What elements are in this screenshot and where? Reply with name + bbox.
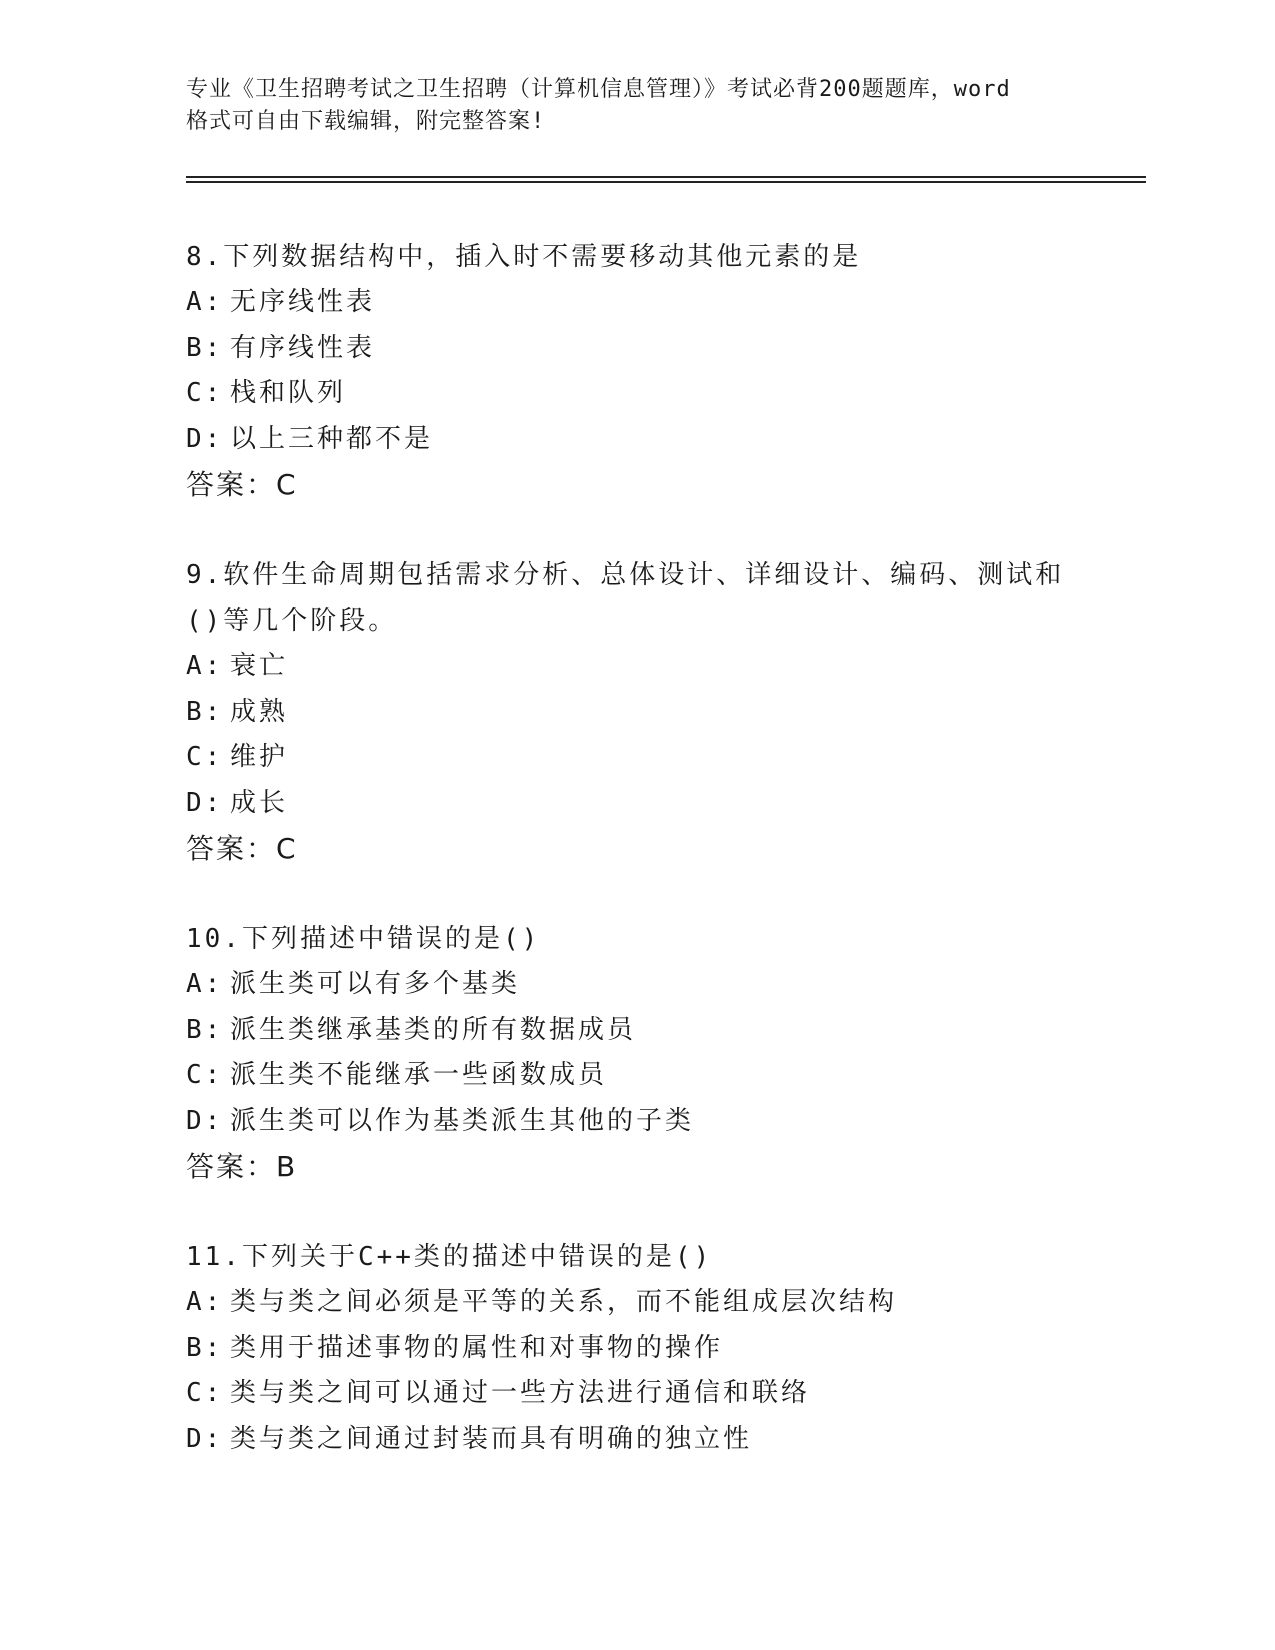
option-b	[186, 1326, 1146, 1372]
option-b	[186, 1008, 1146, 1054]
option-key: B:	[186, 1014, 224, 1045]
question-8	[186, 234, 1146, 508]
option-key: C:	[186, 742, 224, 772]
option-text: 类与类之间可以通过一些方法进行通信和联络	[230, 1378, 811, 1408]
option-c	[186, 735, 1146, 781]
question-list	[186, 234, 1146, 1506]
option-c	[186, 371, 1146, 417]
option-d	[186, 417, 1146, 463]
option-text: 维护	[230, 742, 289, 772]
question-text: 8.下列数据结构中，插入时不需要移动其他元素的是	[186, 242, 862, 272]
question-11	[186, 1234, 1146, 1462]
option-text: 派生类不能继承一些函数成员	[230, 1060, 608, 1090]
option-text: 派生类可以作为基类派生其他的子类	[230, 1105, 695, 1136]
header-line-1: 专业《卫生招聘考试之卫生招聘（计算机信息管理）》考试必背200题题库，word	[186, 77, 1011, 102]
option-text: 类与类之间必须是平等的关系，而不能组成层次结构	[230, 1287, 898, 1317]
document-header	[186, 74, 1106, 138]
option-d	[186, 781, 1146, 827]
question-9	[186, 552, 1146, 872]
option-key: C:	[186, 1378, 224, 1408]
answer-line: 答案：C	[186, 832, 298, 865]
option-key: D:	[186, 1423, 224, 1454]
option-text: 有序线性表	[230, 332, 376, 363]
option-a	[186, 280, 1146, 326]
option-d	[186, 1417, 1146, 1463]
option-text: 栈和队列	[230, 378, 347, 408]
option-b	[186, 326, 1146, 372]
option-text: 衰亡	[230, 651, 289, 681]
question-10	[186, 916, 1146, 1190]
option-text: 类用于描述事物的属性和对事物的操作	[230, 1332, 724, 1363]
option-a	[186, 1280, 1146, 1326]
option-a	[186, 962, 1146, 1008]
option-text: 类与类之间通过封装而具有明确的独立性	[230, 1423, 753, 1454]
answer-line: 答案：B	[186, 1150, 298, 1183]
option-text: 以上三种都不是	[230, 423, 434, 454]
option-key: D:	[186, 423, 224, 454]
option-text: 派生类可以有多个基类	[230, 969, 521, 999]
option-key: A:	[186, 969, 224, 999]
option-key: A:	[186, 651, 224, 681]
header-divider-bottom	[186, 181, 1146, 183]
option-a	[186, 644, 1146, 690]
option-key: B:	[186, 332, 224, 363]
option-c	[186, 1371, 1146, 1417]
option-c	[186, 1053, 1146, 1099]
option-key: D:	[186, 787, 224, 818]
option-key: A:	[186, 287, 224, 317]
option-b	[186, 690, 1146, 736]
option-key: B:	[186, 696, 224, 727]
header-divider-top	[186, 176, 1146, 178]
answer-line: 答案：C	[186, 468, 298, 501]
question-text: 9.软件生命周期包括需求分析、总体设计、详细设计、编码、测试和()等几个阶段。	[186, 560, 1065, 636]
header-line-2: 格式可自由下载编辑，附完整答案!	[186, 109, 546, 134]
option-key: C:	[186, 378, 224, 408]
question-text: 10.下列描述中错误的是()	[186, 924, 541, 954]
question-text: 11.下列关于C++类的描述中错误的是()	[186, 1242, 713, 1272]
option-key: C:	[186, 1060, 224, 1090]
option-key: D:	[186, 1105, 224, 1136]
option-key: B:	[186, 1332, 224, 1363]
option-text: 成长	[230, 787, 289, 818]
option-text: 派生类继承基类的所有数据成员	[230, 1014, 637, 1045]
option-text: 无序线性表	[230, 287, 376, 317]
option-key: A:	[186, 1287, 224, 1317]
option-d	[186, 1099, 1146, 1145]
option-text: 成熟	[230, 696, 289, 727]
